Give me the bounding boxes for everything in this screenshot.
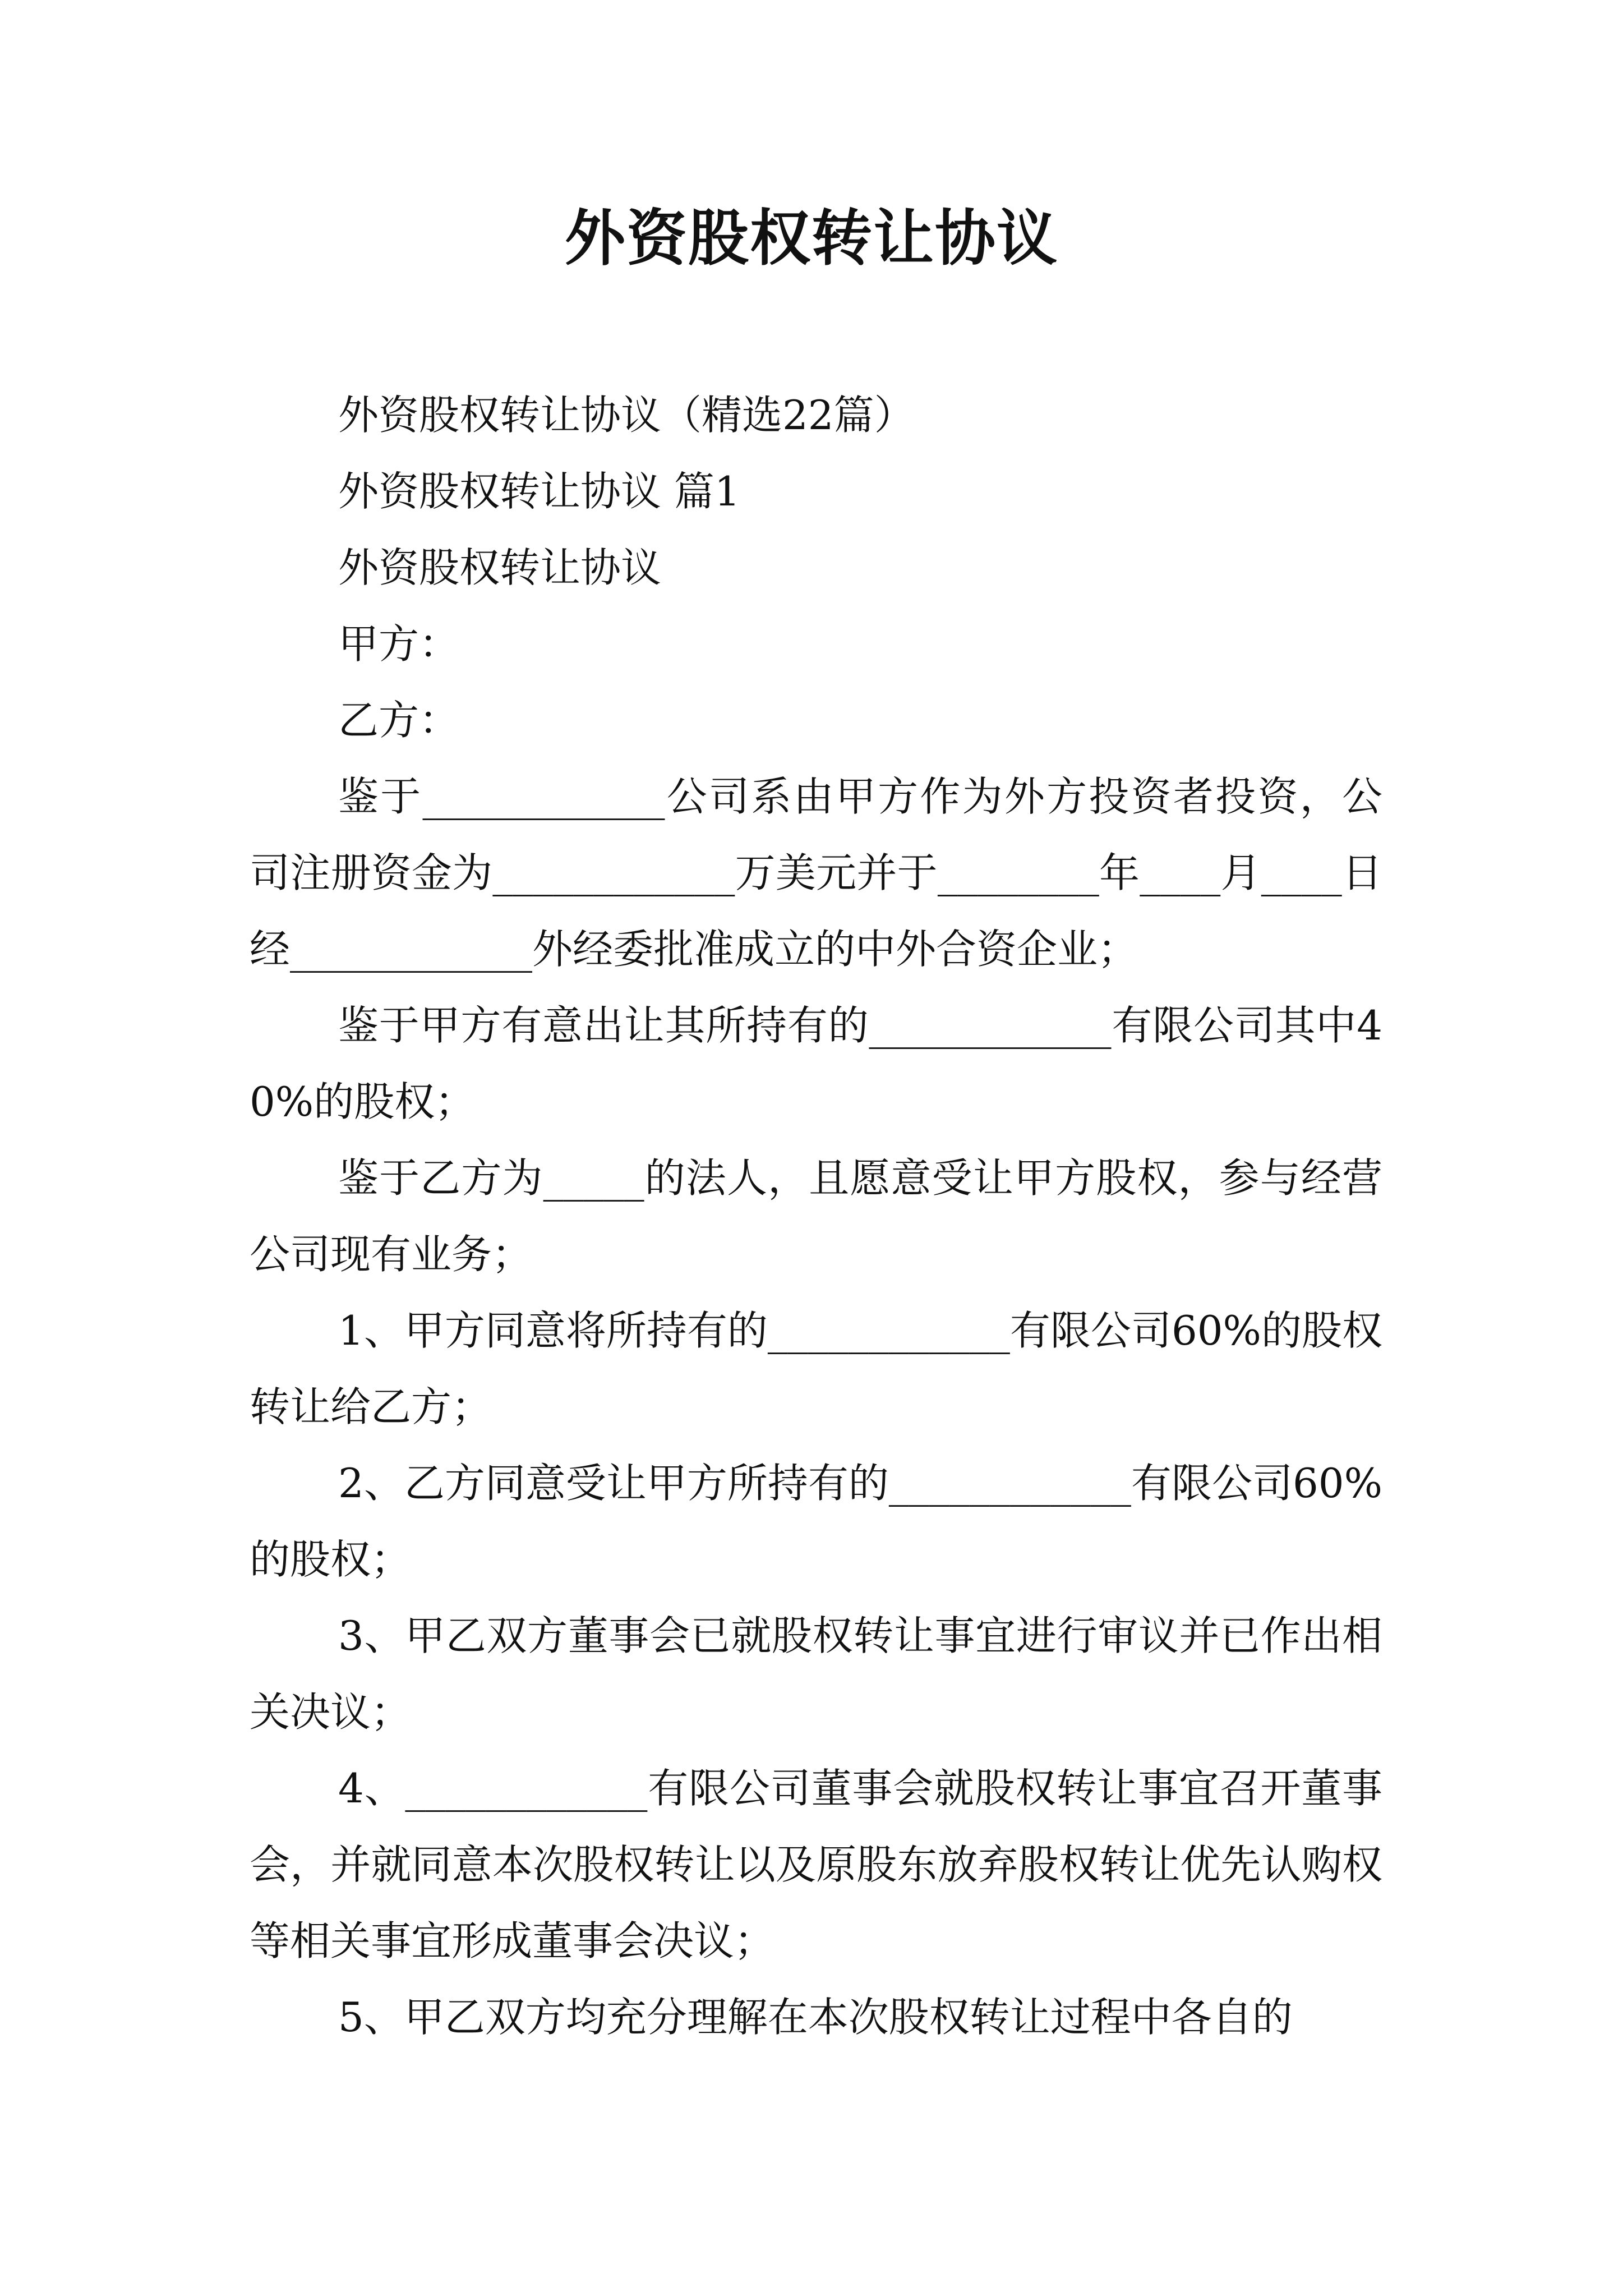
paragraph-subtitle: 外资股权转让协议（精选22篇）: [338, 392, 915, 439]
paragraph-clause-5: 5、甲乙双方均充分理解在本次股权转让过程中各自的: [338, 1994, 1293, 2041]
document-body: [250, 377, 1382, 2055]
paragraph-party-b: 乙方：: [338, 697, 460, 744]
paragraph-clause-1: 1、甲方同意将所持有的____________有限公司60%的股权转让给乙方；: [250, 1307, 1382, 1430]
paragraph-recital-company: 鉴于____________公司系由甲方作为外方投资者投资，公司注册资金为____________万美元并于________年____月____日经____________外经委批准成立的中外合资企业；: [250, 773, 1382, 973]
paragraph-clause-4: 4、____________有限公司董事会就股权转让事宜召开董事会，并就同意本次股权转让以及原股东放弃股权转让优先认购权等相关事宜形成董事会决议；: [250, 1765, 1382, 1964]
paragraph-clause-2: 2、乙方同意受让甲方所持有的____________有限公司60%的股权；: [250, 1460, 1382, 1583]
document-title: 外资股权转让协议: [564, 203, 1058, 274]
paragraph-agreement-name: 外资股权转让协议: [338, 544, 662, 591]
paragraph-recital-party-b: 鉴于乙方为_____的法人，且愿意受让甲方股权，参与经营公司现有业务；: [250, 1154, 1382, 1278]
paragraph-party-a: 甲方：: [338, 620, 460, 668]
paragraph-recital-transfer-intent: 鉴于甲方有意出让其所持有的____________有限公司其中40%的股权；: [250, 1002, 1382, 1125]
paragraph-clause-3: 3、甲乙双方董事会已就股权转让事宜进行审议并已作出相关决议；: [250, 1612, 1382, 1736]
paragraph-section-heading: 外资股权转让协议 篇1: [338, 468, 740, 515]
